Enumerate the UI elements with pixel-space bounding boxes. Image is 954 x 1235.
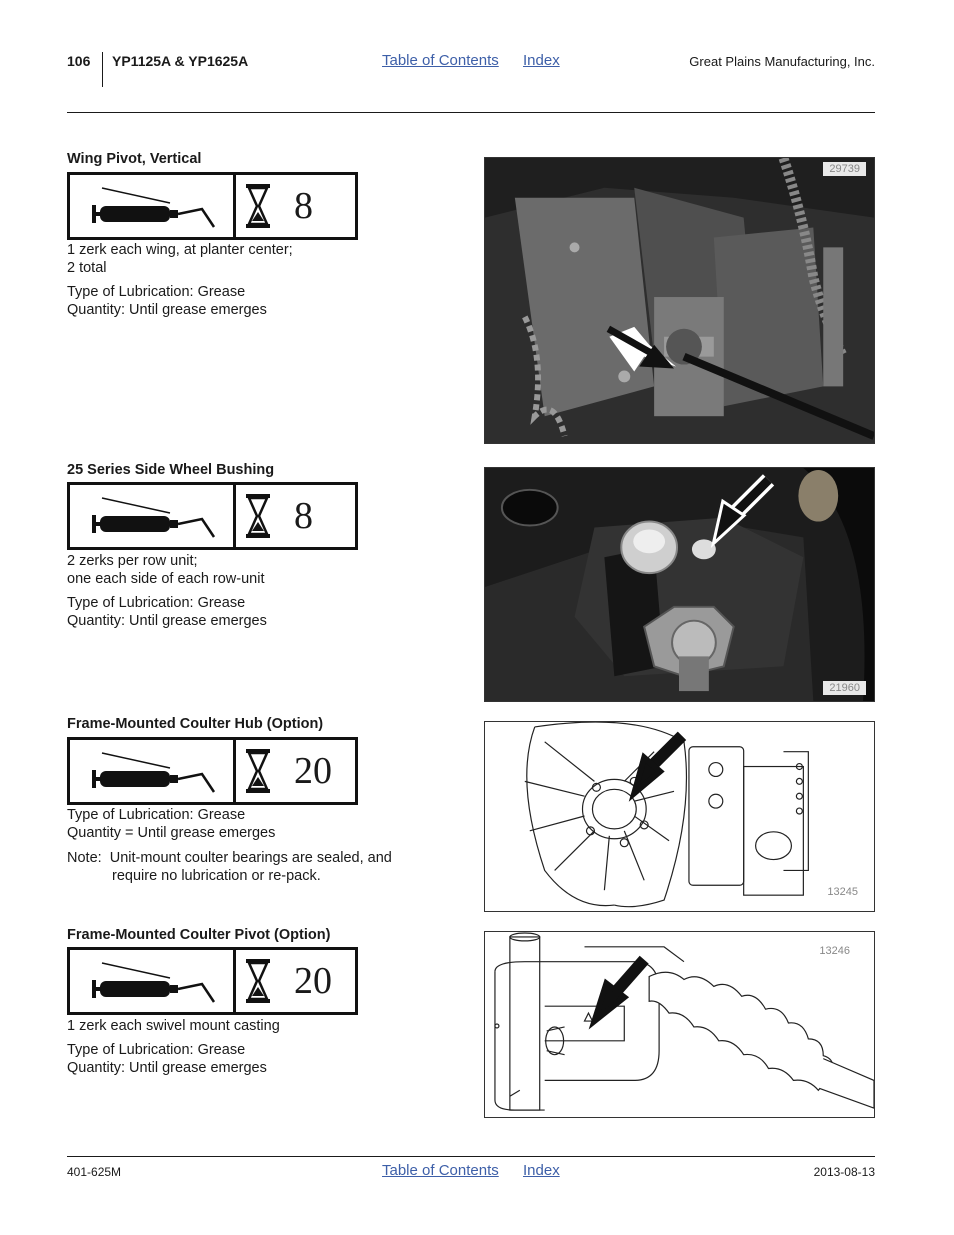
note-text: require no lubrication or re-pack.	[112, 867, 321, 884]
lube-box-wing-pivot	[67, 172, 358, 240]
lubrication-info	[67, 1042, 267, 1077]
model-title: YP1125A & YP1625A	[112, 53, 249, 69]
lube-box-coulter-pivot	[67, 947, 358, 1015]
hourglass-icon	[246, 749, 270, 793]
table-of-contents-link[interactable]: Table of Contents	[382, 52, 499, 69]
footer-index-link[interactable]: Index	[523, 1162, 560, 1179]
company-name: Great Plains Manufacturing, Inc.	[689, 54, 875, 69]
section-title-coulter-hub: Frame-Mounted Coulter Hub (Option)	[67, 716, 324, 732]
hourglass-icon	[246, 959, 270, 1003]
photo-side-wheel-bushing	[484, 467, 875, 702]
page-number: 106	[67, 53, 91, 69]
description-line: 2 total	[67, 259, 107, 276]
header-divider	[102, 52, 103, 87]
photo-number: 21960	[823, 681, 866, 695]
document-date: 2013-08-13	[813, 1165, 875, 1179]
lubrication-type: Type of Lubrication: Grease	[67, 284, 246, 300]
section-title-side-wheel-bushing: 25 Series Side Wheel Bushing	[67, 462, 275, 478]
hourglass-icon	[246, 494, 270, 538]
description-line: 1 zerk each swivel mount casting	[67, 1018, 280, 1034]
lube-box-side-wheel-bushing	[67, 482, 358, 550]
grease-gun-icon	[70, 485, 236, 547]
description-line: 2 zerks per row unit;	[67, 553, 198, 569]
lubrication-quantity: Quantity: Until grease emerges	[67, 301, 267, 318]
lube-box-coulter-hub	[67, 737, 358, 805]
hourglass-icon	[246, 184, 270, 228]
footer-table-of-contents-link[interactable]: Table of Contents	[382, 1162, 499, 1179]
grease-gun-icon	[70, 950, 236, 1012]
photo-coulter-hub	[484, 721, 875, 912]
lubrication-quantity: Quantity: Until grease emerges	[67, 1059, 267, 1076]
lubrication-info	[67, 284, 267, 319]
note-text: Unit-mount coulter bearings are sealed, and	[109, 850, 392, 866]
document-number: 401-625M	[67, 1165, 122, 1179]
grease-gun-icon	[70, 175, 236, 237]
interval-hours: 8	[294, 185, 313, 227]
photo-wing-pivot	[484, 157, 875, 444]
index-link[interactable]: Index	[523, 52, 560, 69]
photo-number: 29739	[823, 162, 866, 176]
description-line: one each side of each row-unit	[67, 570, 265, 587]
section-title-wing-pivot: Wing Pivot, Vertical	[67, 151, 202, 167]
interval-hours: 8	[294, 495, 313, 537]
note-label: Note:	[67, 850, 102, 866]
photo-coulter-pivot	[484, 931, 875, 1118]
interval-hours: 20	[294, 750, 332, 792]
section-title-coulter-pivot: Frame-Mounted Coulter Pivot (Option)	[67, 927, 331, 943]
lubrication-type: Type of Lubrication: Grease	[67, 1042, 246, 1058]
header-rule	[67, 112, 875, 113]
photo-number: 13245	[827, 886, 858, 898]
description-line: 1 zerk each wing, at planter center;	[67, 242, 293, 258]
zerk-description	[67, 553, 265, 588]
lubrication-quantity: Quantity = Until grease emerges	[67, 824, 276, 841]
note	[67, 850, 392, 885]
lubrication-type: Type of Lubrication: Grease	[67, 807, 246, 823]
zerk-description	[67, 242, 293, 277]
lubrication-type: Type of Lubrication: Grease	[67, 595, 246, 611]
grease-gun-icon	[70, 740, 236, 802]
zerk-description	[67, 1018, 280, 1036]
photo-number: 13246	[819, 945, 850, 957]
lubrication-info	[67, 807, 275, 842]
lubrication-quantity: Quantity: Until grease emerges	[67, 612, 267, 629]
lubrication-info	[67, 595, 267, 630]
footer-rule	[67, 1156, 875, 1157]
interval-hours: 20	[294, 960, 332, 1002]
